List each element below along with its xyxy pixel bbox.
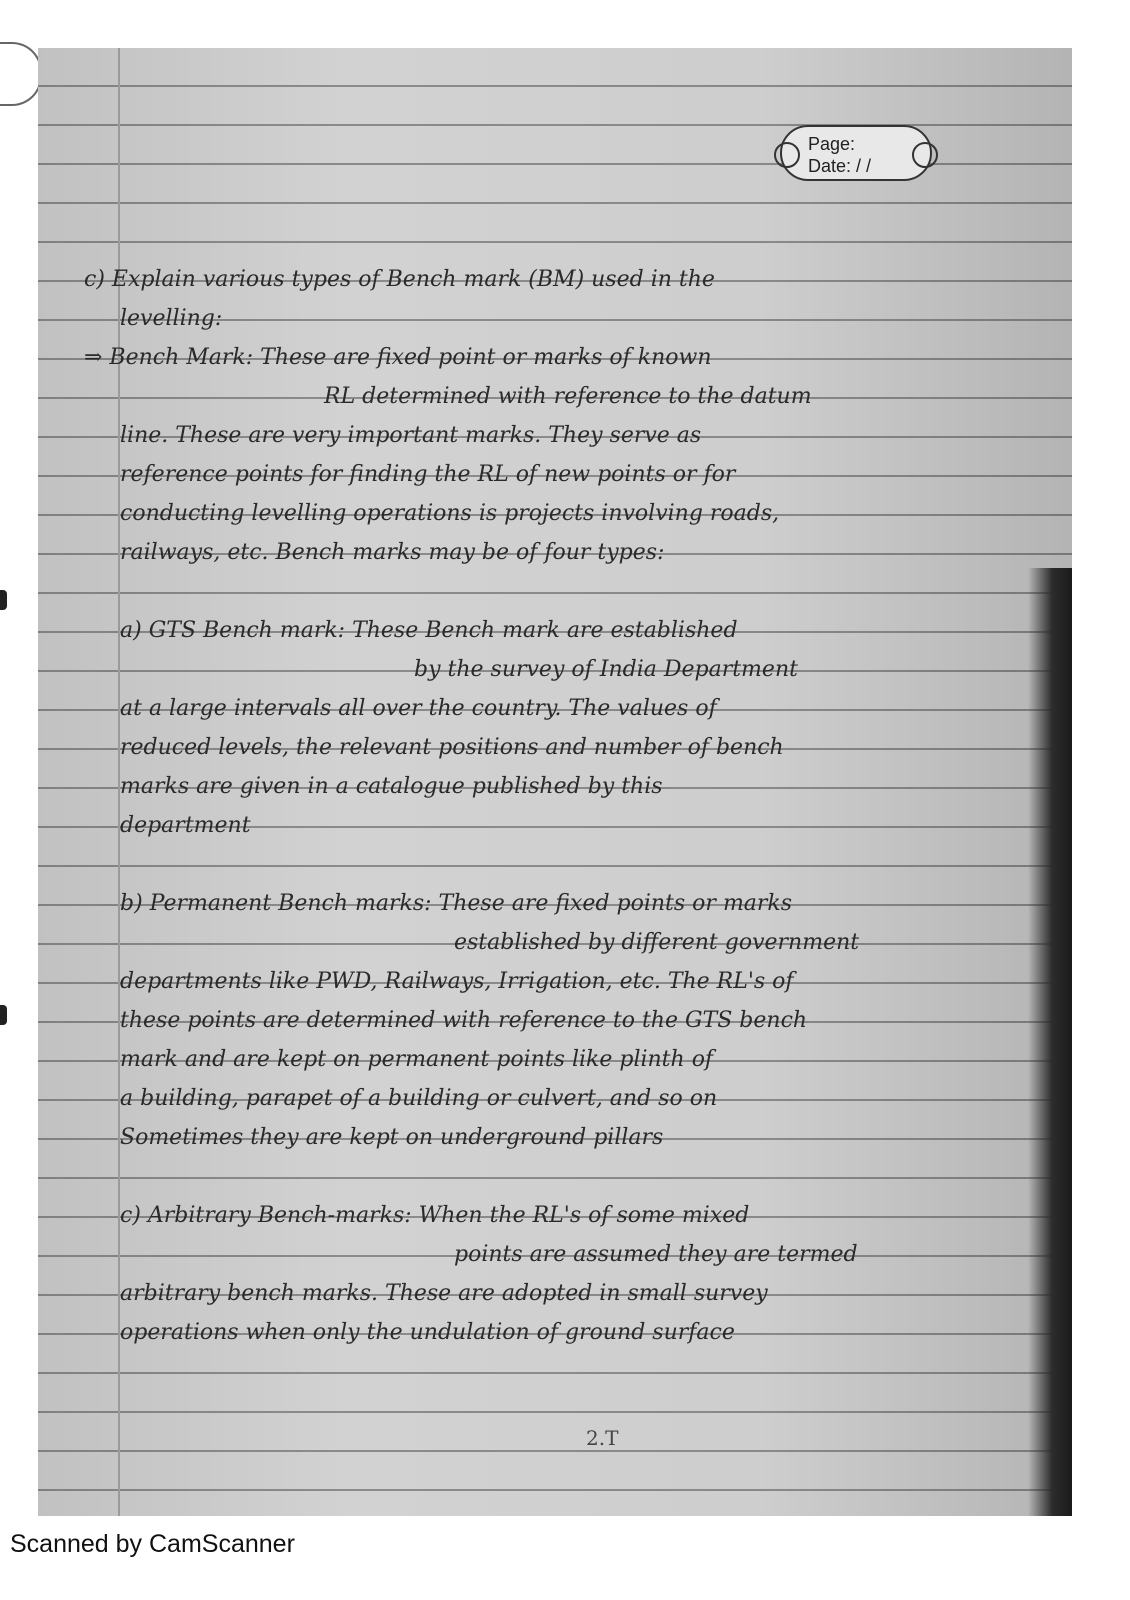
- gts-line: at a large intervals all over the country. The values of: [120, 696, 717, 721]
- page-date-box: [780, 125, 932, 181]
- gts-line: by the survey of India Department: [414, 657, 798, 682]
- permanent-line: Sometimes they are kept on underground pillars: [120, 1125, 664, 1150]
- intro-line: railways, etc. Bench marks may be of four types:: [120, 540, 665, 565]
- permanent-line: a building, parapet of a building or culvert, and so on: [120, 1086, 718, 1111]
- intro-line: conducting levelling operations is projects involving roads,: [120, 501, 780, 526]
- gts-line: department: [120, 813, 251, 838]
- intro-line: RL determined with reference to the datum: [324, 384, 812, 409]
- line-gap: [84, 572, 1034, 611]
- scroll-curl-icon: [774, 142, 800, 168]
- permanent-line: b) Permanent Bench marks: These are fixed points or marks: [120, 891, 793, 916]
- date-label: Date: / /: [808, 156, 872, 176]
- line-gap: [84, 1157, 1034, 1196]
- binding-hole-mark: [0, 590, 7, 610]
- line-gap: [84, 845, 1034, 884]
- page-shadow: [1028, 568, 1072, 1516]
- arbitrary-line: points are assumed they are termed: [454, 1242, 858, 1267]
- page-label: Page:: [808, 134, 856, 154]
- permanent-line: departments like PWD, Railways, Irrigation, etc. The RL's of: [120, 969, 794, 994]
- permanent-line: these points are determined with reference to the GTS bench: [120, 1008, 808, 1033]
- gts-line: reduced levels, the relevant positions and number of bench: [120, 735, 784, 760]
- question-line-cont: levelling:: [120, 306, 223, 331]
- arbitrary-line: c) Arbitrary Bench-marks: When the RL's of some mixed: [120, 1203, 750, 1228]
- permanent-line: established by different government: [454, 930, 860, 955]
- page-number: 2.T: [586, 1426, 619, 1450]
- scroll-curl-icon: [912, 142, 938, 168]
- notebook-page: [38, 48, 1072, 1516]
- arbitrary-line: arbitrary bench marks. These are adopted in small survey: [120, 1281, 768, 1306]
- scanner-watermark: Scanned by CamScanner: [10, 1530, 295, 1558]
- intro-line: ⇒ Bench Mark: These are fixed point or marks of known: [84, 345, 712, 370]
- handwritten-notes: [84, 260, 1034, 1352]
- intro-line: reference points for finding the RL of new points or for: [120, 462, 736, 487]
- gts-line: a) GTS Bench mark: These Bench mark are established: [120, 618, 738, 643]
- permanent-line: mark and are kept on permanent points like plinth of: [120, 1047, 714, 1072]
- margin-circle-mark: [0, 42, 42, 106]
- gts-line: marks are given in a catalogue published by this: [120, 774, 663, 799]
- question-line: c) Explain various types of Bench mark (BM) used in the: [84, 267, 715, 292]
- intro-line: line. These are very important marks. They serve as: [120, 423, 702, 448]
- arbitrary-line: operations when only the undulation of ground surface: [120, 1320, 735, 1345]
- binding-hole-mark: [0, 1005, 7, 1025]
